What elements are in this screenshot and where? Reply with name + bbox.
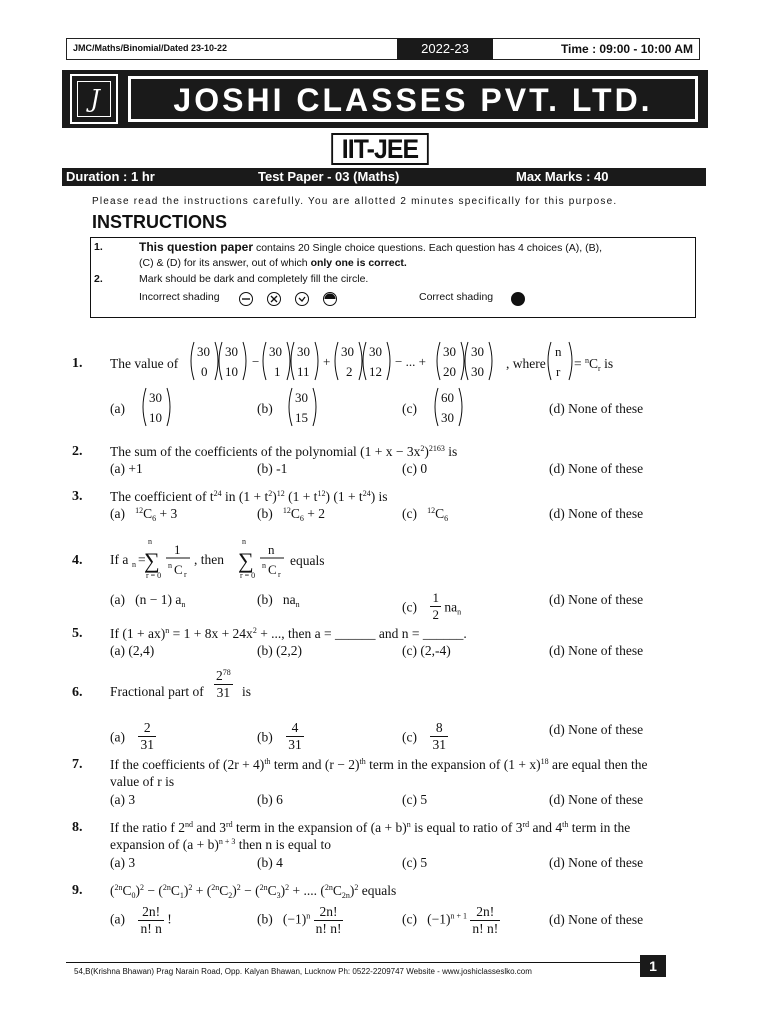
instruction-line-3: Mark should be dark and completely fill the circle. (139, 273, 369, 285)
option-d: (d) None of these (549, 792, 644, 807)
option-c: (c) 5 (402, 792, 428, 807)
exam-title: IIT-JEE (331, 133, 429, 165)
option-b: (b) 4 (257, 855, 283, 870)
svg-text:10: 10 (225, 364, 238, 379)
svg-text:11: 11 (297, 364, 310, 379)
svg-text:30: 30 (295, 390, 308, 405)
test-paper: Test Paper - 03 (Maths) (258, 169, 400, 184)
svg-text:12: 12 (369, 364, 382, 379)
svg-text:15: 15 (295, 410, 308, 425)
question-text: Fractional part of (110, 684, 204, 699)
instruction-line-1: This question paper contains 20 Single choice questions. Each question has 4 choices (A), (B), (139, 240, 603, 254)
institute-logo-icon: J (70, 74, 118, 124)
exam-info-bar (62, 168, 706, 186)
svg-text:30: 30 (149, 390, 162, 405)
option-a: (a) $^{12}C_6 + 3$ (110, 506, 178, 523)
svg-text:r: r (184, 570, 187, 579)
question-number: 6. (72, 685, 83, 700)
svg-text:60: 60 (441, 390, 454, 405)
svg-text:30: 30 (369, 344, 382, 359)
option-b: (b) $na_n$ (257, 592, 300, 609)
option-c: (c) 5 (402, 855, 428, 870)
option-d: (d) None of these (549, 722, 644, 737)
option-d: (d) None of these (549, 461, 644, 476)
svg-text:If a: If a (110, 552, 129, 567)
svg-text:−: − (252, 354, 260, 369)
svg-text:30: 30 (441, 410, 454, 425)
question-text: If $(1 + ax)^n = 1 + 8x + 24x^2$ + ..., then a = ______ and n = ______. (110, 626, 467, 641)
svg-text:=: = (138, 552, 146, 567)
svg-text:0: 0 (201, 364, 208, 379)
svg-text:C: C (268, 562, 277, 577)
institute-name: JOSHI CLASSES PVT. LTD. (173, 82, 653, 118)
svg-text:n: n (148, 537, 152, 546)
question-text: If the ratio f 2nd and 3rd term in the expansion of $(a + b)^n$ is equal to ratio of 3rd and 4th term in the (110, 820, 631, 835)
question-number: 8. (72, 820, 83, 835)
instructions-heading: INSTRUCTIONS (92, 212, 227, 232)
svg-text:r = 0: r = 0 (240, 571, 256, 580)
question-number: 9. (72, 883, 83, 898)
option-b: (b) 6 (257, 792, 283, 807)
question-text-line-2: expansion of $(a + b)^{n + 3}$ then n is equal to (110, 837, 331, 852)
duration: Duration : 1 hr (66, 169, 155, 184)
option-a: (a) +1 (110, 461, 143, 476)
footer-divider (66, 962, 640, 963)
incorrect-shading-label: Incorrect shading (139, 291, 220, 303)
svg-text:2: 2 (346, 364, 353, 379)
option-c: (c) $^{12}C_6$ (402, 506, 449, 523)
session-year: 2022-23 (397, 38, 493, 60)
circle-cross-icon (267, 292, 281, 306)
option-b: (b) (2,2) (257, 643, 302, 658)
binomial-series-expression (188, 340, 518, 384)
paper-code: JMC/Maths/Binomial/Dated 23-10-22 (73, 43, 228, 53)
svg-text:n: n (242, 537, 246, 546)
svg-text:1: 1 (274, 364, 281, 379)
option-a: (a) (2,4) (110, 643, 155, 658)
question-text-ncr: = $^nC_r$ is (574, 356, 614, 373)
option-a: (a) (n − 1) $a_n$ (110, 592, 186, 609)
option-d: (d) None of these (549, 401, 644, 416)
page-number: 1 (640, 955, 666, 977)
svg-text:r: r (278, 570, 281, 579)
instructions-box (90, 237, 696, 318)
question-number: 3. (72, 489, 83, 504)
question-text-where: , where (506, 356, 546, 371)
option-c: (c) 0 (402, 461, 428, 476)
option-b: (b) $^{12}C_6 + 2$ (257, 506, 326, 523)
option-c: (c) $(-1)^{n + 1}$ $\frac{2n!}{n! n!}$ (402, 904, 499, 936)
instruction-line-2: (C) & (D) for its answer, out of which only one is correct. (139, 257, 407, 269)
option-c-binomial (432, 386, 472, 430)
option-b: (b) $(-1)^n$ $\frac{2n!}{n! n!}$ (257, 904, 342, 936)
svg-text:n: n (168, 561, 172, 570)
instruction-number: 1. (94, 241, 103, 253)
svg-text:30: 30 (269, 344, 282, 359)
svg-text:30: 30 (225, 344, 238, 359)
question-number: 4. (72, 553, 83, 568)
exam-time: Time : 09:00 - 10:00 AM (560, 42, 693, 56)
svg-text:30: 30 (471, 344, 484, 359)
svg-text:n: n (262, 561, 266, 570)
max-marks: Max Marks : 40 (516, 169, 609, 184)
institute-banner (62, 70, 708, 128)
question-text: If the coefficients of $(2r + 4)^{th}$ term and $(r - 2)^{th}$ term in the expansion of $(1 + x)^{18}$ are equal then the (110, 757, 648, 772)
question-text-is: is (242, 684, 252, 699)
question-text: The sum of the coefficients of the polynomial $(1 + x - 3x^2)^{2163}$ is (110, 444, 458, 459)
question-text: The coefficient of $t^{24}$ in $(1 + t^2)^{12}$ $(1 + t^{12})$ $(1 + t^{24})$ is (110, 489, 388, 504)
option-a: (a) 3 (110, 855, 136, 870)
correct-shading-label: Correct shading (419, 291, 494, 303)
option-b: (b) -1 (257, 461, 288, 476)
svg-text:C: C (174, 562, 183, 577)
option-d: (d) None of these (549, 506, 644, 521)
question-6-fraction: $\frac{2^{78}}{31}$ (216, 668, 231, 700)
svg-text:+: + (323, 354, 331, 369)
option-c: (c) $\frac{1}{2}$ $na_n$ (402, 590, 462, 622)
svg-text:, then: , then (194, 552, 224, 567)
svg-text:30: 30 (471, 364, 484, 379)
svg-text:− ... +: − ... + (395, 354, 426, 369)
question-text: equals (290, 553, 325, 568)
question-number: 1. (72, 356, 83, 371)
question-number: 7. (72, 757, 83, 772)
header-strip (66, 38, 700, 60)
svg-text:30: 30 (341, 344, 354, 359)
instruction-number: 2. (94, 273, 103, 285)
svg-text:∑: ∑ (238, 548, 254, 573)
question-text-line-2: value of r is (110, 774, 175, 789)
option-a: (a) $\frac{2n!}{n! n}$ ! (110, 904, 172, 936)
option-c: (c) $\frac{8}{31}$ (402, 720, 446, 752)
option-b: (b) $\frac{4}{31}$ (257, 720, 302, 752)
option-c: (c) (2,-4) (402, 643, 451, 658)
option-d: (d) None of these (549, 592, 644, 607)
option-d: (d) None of these (549, 855, 644, 870)
svg-text:r: r (556, 364, 561, 379)
option-b-label: (b) (257, 401, 273, 416)
option-d: (d) None of these (549, 912, 644, 927)
svg-text:30: 30 (443, 344, 456, 359)
circle-filled-icon (511, 292, 525, 306)
circle-dash-icon (239, 292, 253, 306)
svg-text:10: 10 (149, 410, 162, 425)
option-c-label: (c) (402, 401, 417, 416)
question-text: The value of (110, 356, 179, 371)
question-number: 2. (72, 444, 83, 459)
svg-text:30: 30 (197, 344, 210, 359)
svg-text:n: n (268, 542, 275, 557)
svg-text:n: n (555, 344, 562, 359)
footer-address: 54,B(Krishna Bhawan) Prag Narain Road, Opp. Kalyan Bhawan, Lucknow Ph: 0522-2209747 Website - www.joshiclasseslko.com (74, 967, 532, 976)
option-a: (a) $\frac{2}{31}$ (110, 720, 154, 752)
option-a: (a) 3 (110, 792, 136, 807)
svg-text:20: 20 (443, 364, 456, 379)
option-a-label: (a) (110, 401, 125, 416)
circle-half-filled-icon (323, 292, 337, 306)
svg-text:r = 0: r = 0 (146, 571, 162, 580)
svg-text:1: 1 (174, 542, 181, 557)
circle-tick-icon (295, 292, 309, 306)
instruction-note: Please read the instructions carefully. You are allotted 2 minutes specifically for this purpose. (92, 196, 618, 207)
question-text: $(^{2n}C_0)^2 - (^{2n}C_1)^2 + (^{2n}C_2)^2 - (^{2n}C_3)^2$ + .... $(^{2n}C_{2n})^2$ equals (110, 883, 397, 900)
question-number: 5. (72, 626, 83, 641)
svg-text:n: n (132, 560, 136, 569)
svg-text:∑: ∑ (144, 548, 160, 573)
option-a-binomial (140, 386, 180, 430)
svg-text:30: 30 (297, 344, 310, 359)
option-b-binomial (286, 386, 326, 430)
option-d: (d) None of these (549, 643, 644, 658)
